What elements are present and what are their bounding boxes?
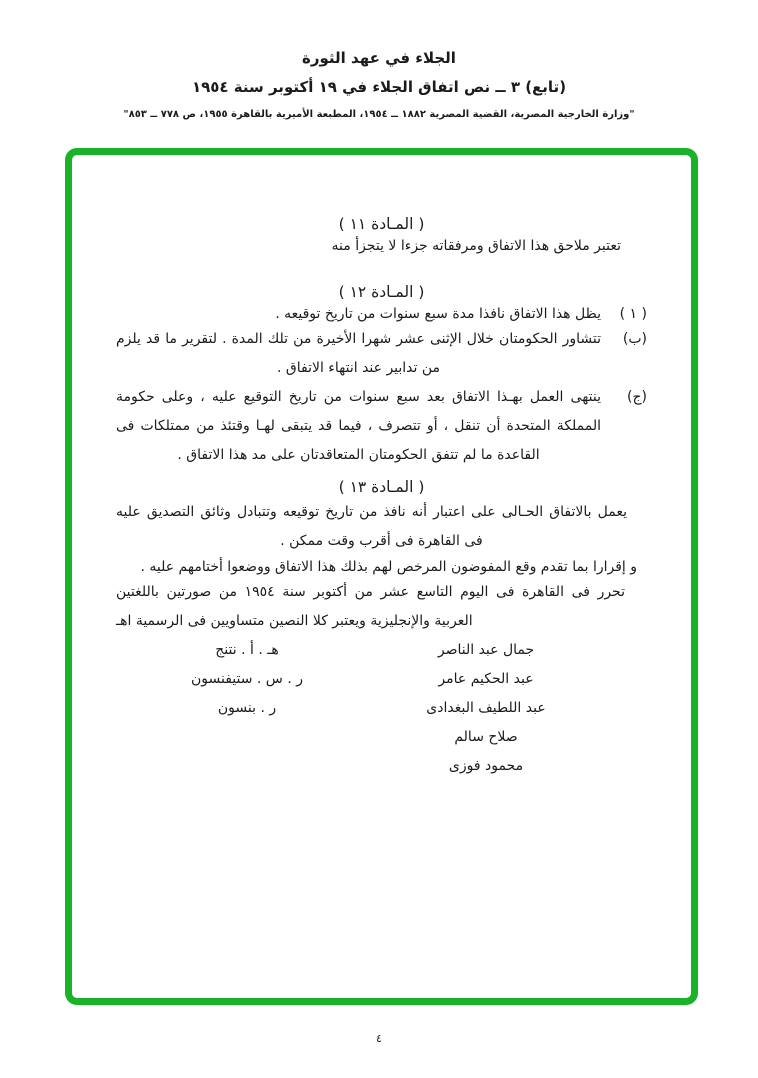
clause-1-text: يظل هذا الاتفاق نافذا مدة سبع سنوات من تاريخ توقيعه . [275, 306, 601, 322]
page-title: الجلاء في عهد الثورة [302, 49, 456, 67]
signature-name: عبد اللطيف البغدادى [426, 700, 546, 716]
document-body [72, 155, 691, 998]
article-11-body: تعتبر ملاحق هذا الاتفاق ومرفقاته جزءا لا يتجزأ منه [331, 238, 621, 254]
highlight-box [65, 148, 698, 1005]
attestation-paragraph: و إقرارا بما تقدم وقع المفوضون المرخص لهم بذلك هذا الاتفاق ووضعوا أختامهم عليه . [140, 559, 637, 575]
article-13-paragraph: يعمل بالاتفاق الحـالى على اعتبار أنه نافذ من تاريخ توقيعه وتتبادل وثائق التصديق عليه فى القاهرة فى أقرب وقت ممكن . [116, 504, 627, 549]
clause-j-marker: (ج) [627, 389, 647, 405]
article-12-clause-b [116, 325, 647, 383]
signature-name: صلاح سالم [454, 729, 518, 745]
page-number: ٤ [376, 1032, 382, 1045]
egyptian-signatures-column [371, 636, 601, 781]
article-12-heading: ( المـادة ١٢ ) [338, 283, 425, 301]
british-signatures-column [132, 636, 362, 723]
signature-name: ر . س . ستيفنسون [190, 671, 304, 687]
article-11-heading: ( المـادة ١١ ) [338, 215, 425, 233]
signature-block [116, 636, 647, 796]
page-subtitle: (تابع) ٣ ــ نص اتفاق الجلاء في ١٩ أكتوبر سنة ١٩٥٤ [191, 78, 567, 96]
clause-b-text: تتشاور الحكومتان خلال الإثنى عشر شهرا الأخيرة من تلك المدة . لتقرير ما قد يلزم من تدابير عند انتهاء الاتفاق . [116, 331, 601, 376]
clause-1-marker: ( ١ ) [619, 306, 647, 322]
document-header [0, 48, 758, 122]
clause-b-marker: (ب) [622, 331, 647, 347]
source-citation: "وزارة الخارجية المصرية، القضية المصرية ١٨٨٢ ــ ١٩٥٤، المطبعة الأميرية بالقاهرة ١٩٥٥، ص ٧٧٨ ــ ٨٥٣" [123, 109, 635, 120]
closing-paragraph: تحرر فى القاهرة فى اليوم التاسع عشر من أكتوبر سنة ١٩٥٤ من صورتين باللغتين العربية والإنجليزية ويعتبر كلا النصين متساويين فى الرسمية اهـ [116, 584, 625, 629]
signature-name: ر . بنسون [217, 700, 277, 716]
signature-name: جمال عبد الناصر [437, 642, 535, 658]
signature-name: محمود فوزى [448, 758, 524, 774]
signature-name: هـ . أ . نتنج [215, 642, 279, 658]
article-13-heading: ( المـادة ١٣ ) [338, 478, 425, 496]
article-12-clause-1 [116, 303, 647, 325]
signature-name: عبد الحكيم عامر [438, 671, 534, 687]
clause-j-text: ينتهى العمل بهـذا الاتفاق بعد سبع سنوات من تاريخ التوقيع عليه ، وعلى حكومة المملكة المتحدة أن تنقل ، أو تتصرف ، فيما قد يتبقى لهـا وقتئذ من ممتلكات فى القاعدة ما لم تتفق الحكومتان المتعاقدتان على مد هذا الاتفاق . [116, 389, 601, 463]
article-12-clause-j [116, 383, 647, 470]
